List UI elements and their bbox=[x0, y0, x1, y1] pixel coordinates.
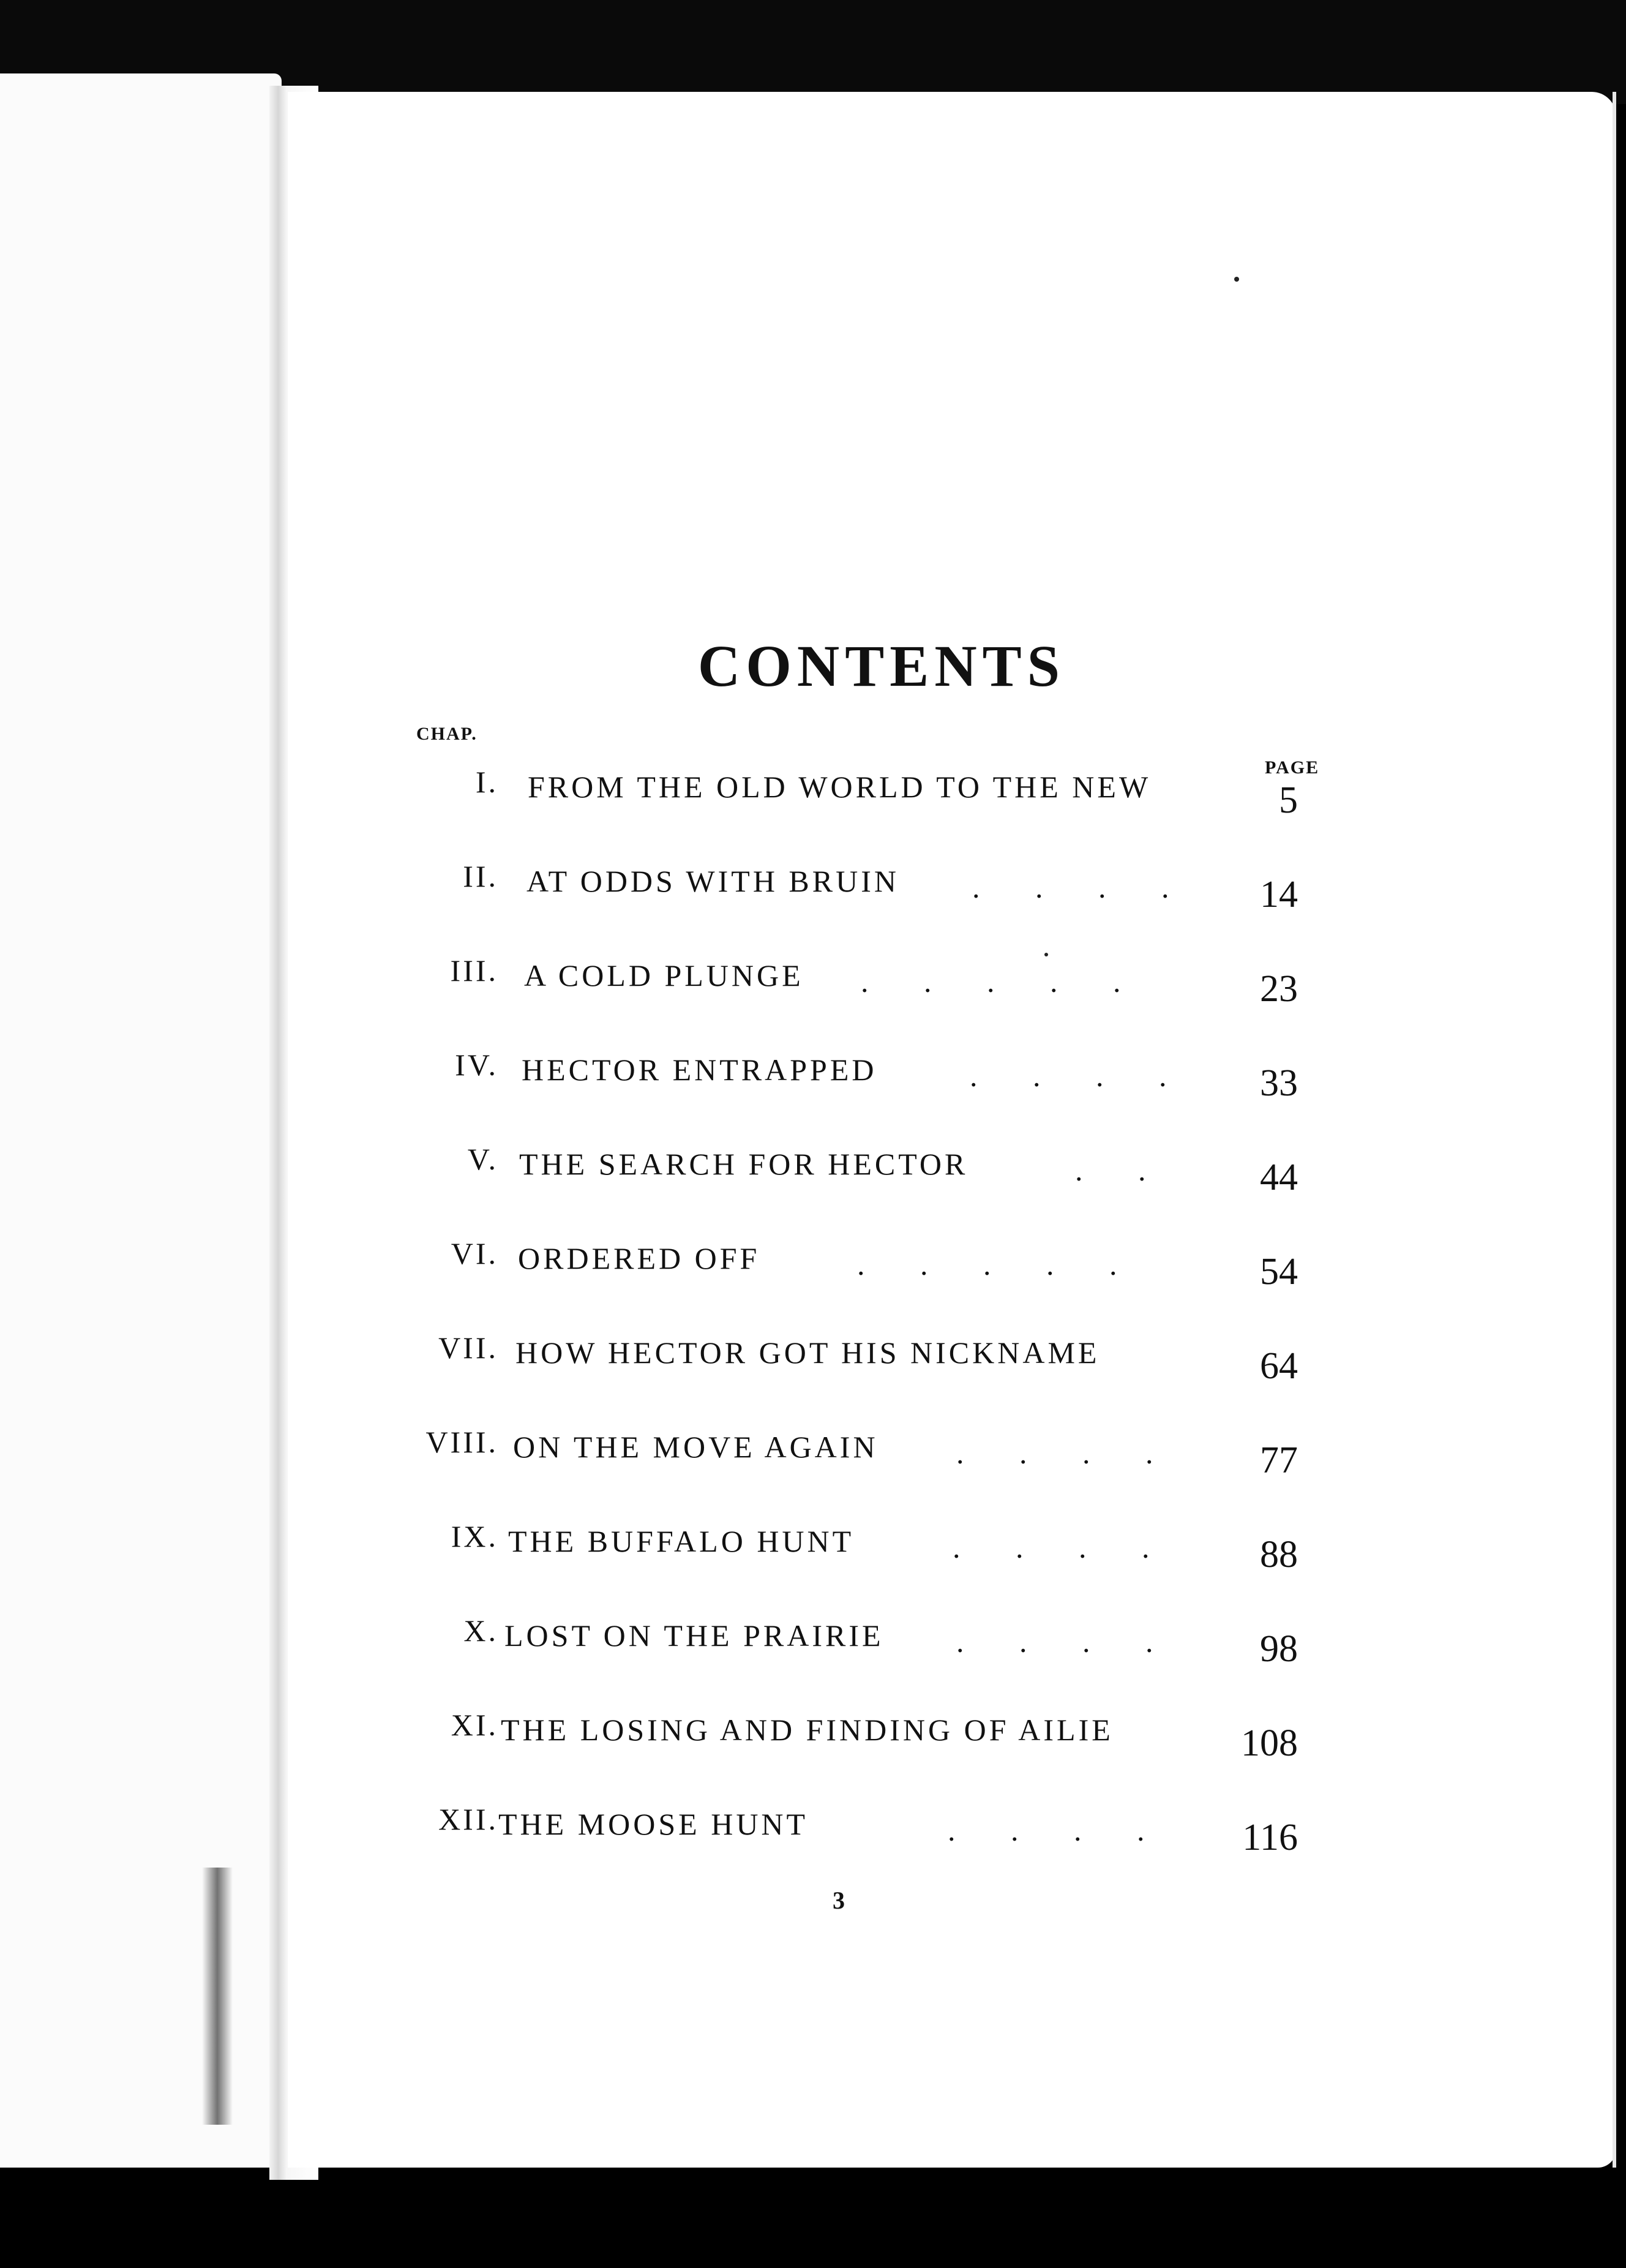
chapter-number: V. bbox=[467, 1142, 498, 1176]
toc-entry bbox=[0, 1141, 1626, 1196]
toc-entry bbox=[0, 1801, 1626, 1857]
chapter-title: THE BUFFALO HUNT bbox=[508, 1524, 855, 1558]
page-number: 98 bbox=[1260, 1628, 1298, 1670]
chapter-title: LOST ON THE PRAIRIE bbox=[504, 1618, 884, 1653]
gutter-shadow bbox=[202, 1868, 233, 2125]
leader-dots: . . bbox=[1075, 1153, 1146, 1187]
paper-speck bbox=[1234, 277, 1239, 282]
toc-entry bbox=[0, 1519, 1626, 1574]
paper-speck bbox=[1044, 953, 1048, 956]
chapter-number: XI. bbox=[451, 1708, 498, 1742]
chapter-title: HECTOR ENTRAPPED bbox=[522, 1053, 877, 1087]
page-number: 33 bbox=[1260, 1062, 1298, 1104]
chapter-number: III. bbox=[450, 953, 498, 988]
page-number: 14 bbox=[1260, 874, 1298, 915]
chapter-number: IV. bbox=[455, 1048, 498, 1082]
leader-dots: . . . . bbox=[972, 870, 1169, 904]
toc-entry bbox=[0, 1613, 1626, 1668]
leader-dots: . . . . . bbox=[857, 1247, 1117, 1282]
page-number: 5 bbox=[1279, 779, 1298, 821]
leader-dots: . . . . bbox=[956, 1624, 1153, 1659]
chapter-number: XII. bbox=[438, 1802, 498, 1836]
toc-entry bbox=[0, 953, 1626, 1008]
chapter-number: X. bbox=[463, 1613, 498, 1648]
chapter-number: IX. bbox=[451, 1519, 498, 1553]
toc-entry bbox=[0, 1707, 1626, 1762]
chapter-title: HOW HECTOR GOT HIS NICKNAME bbox=[515, 1335, 1100, 1370]
chapter-title: THE MOOSE HUNT bbox=[498, 1807, 809, 1841]
page-number: 88 bbox=[1260, 1534, 1298, 1575]
toc-entry bbox=[0, 1330, 1626, 1385]
chapter-title: THE SEARCH FOR HECTOR bbox=[519, 1147, 968, 1181]
page-title: CONTENTS bbox=[697, 633, 1066, 699]
chapter-number: II. bbox=[463, 859, 498, 893]
leader-dots: . . . . . bbox=[861, 964, 1121, 999]
page-number: 77 bbox=[1260, 1440, 1298, 1481]
chapter-number: I. bbox=[475, 765, 498, 799]
leader-dots: . . . . bbox=[948, 1813, 1145, 1847]
leader-dots: . . . . bbox=[970, 1059, 1167, 1093]
toc-entry bbox=[0, 1236, 1626, 1291]
chapter-number: VI. bbox=[451, 1236, 498, 1271]
leader-dots: . . . . bbox=[953, 1530, 1150, 1564]
chapter-title: FROM THE OLD WORLD TO THE NEW bbox=[528, 770, 1152, 804]
page-number: 54 bbox=[1260, 1251, 1298, 1293]
toc-entry bbox=[0, 1424, 1626, 1479]
chapter-title: AT ODDS WITH BRUIN bbox=[526, 864, 899, 898]
page-number: 108 bbox=[1241, 1722, 1298, 1764]
chapter-title: A COLD PLUNGE bbox=[524, 958, 804, 993]
chapter-title: ON THE MOVE AGAIN bbox=[513, 1430, 879, 1464]
chapter-number: VIII. bbox=[425, 1425, 498, 1459]
chapter-number: VII. bbox=[438, 1331, 498, 1365]
leader-dots: . . . . bbox=[956, 1436, 1153, 1470]
chapter-title: THE LOSING AND FINDING OF AILIE bbox=[501, 1713, 1114, 1747]
toc-entry bbox=[0, 858, 1626, 914]
page-number: 64 bbox=[1260, 1345, 1298, 1387]
page-number: 44 bbox=[1260, 1157, 1298, 1198]
chapter-title: ORDERED OFF bbox=[518, 1241, 760, 1275]
folio-page-number: 3 bbox=[833, 1887, 845, 1914]
page-number: 116 bbox=[1242, 1817, 1298, 1858]
page-column-label: PAGE bbox=[1265, 757, 1320, 778]
page-number: 23 bbox=[1260, 968, 1298, 1010]
chapter-column-label: CHAP. bbox=[416, 724, 478, 744]
toc-entry bbox=[0, 764, 1626, 819]
toc-entry bbox=[0, 1047, 1626, 1102]
